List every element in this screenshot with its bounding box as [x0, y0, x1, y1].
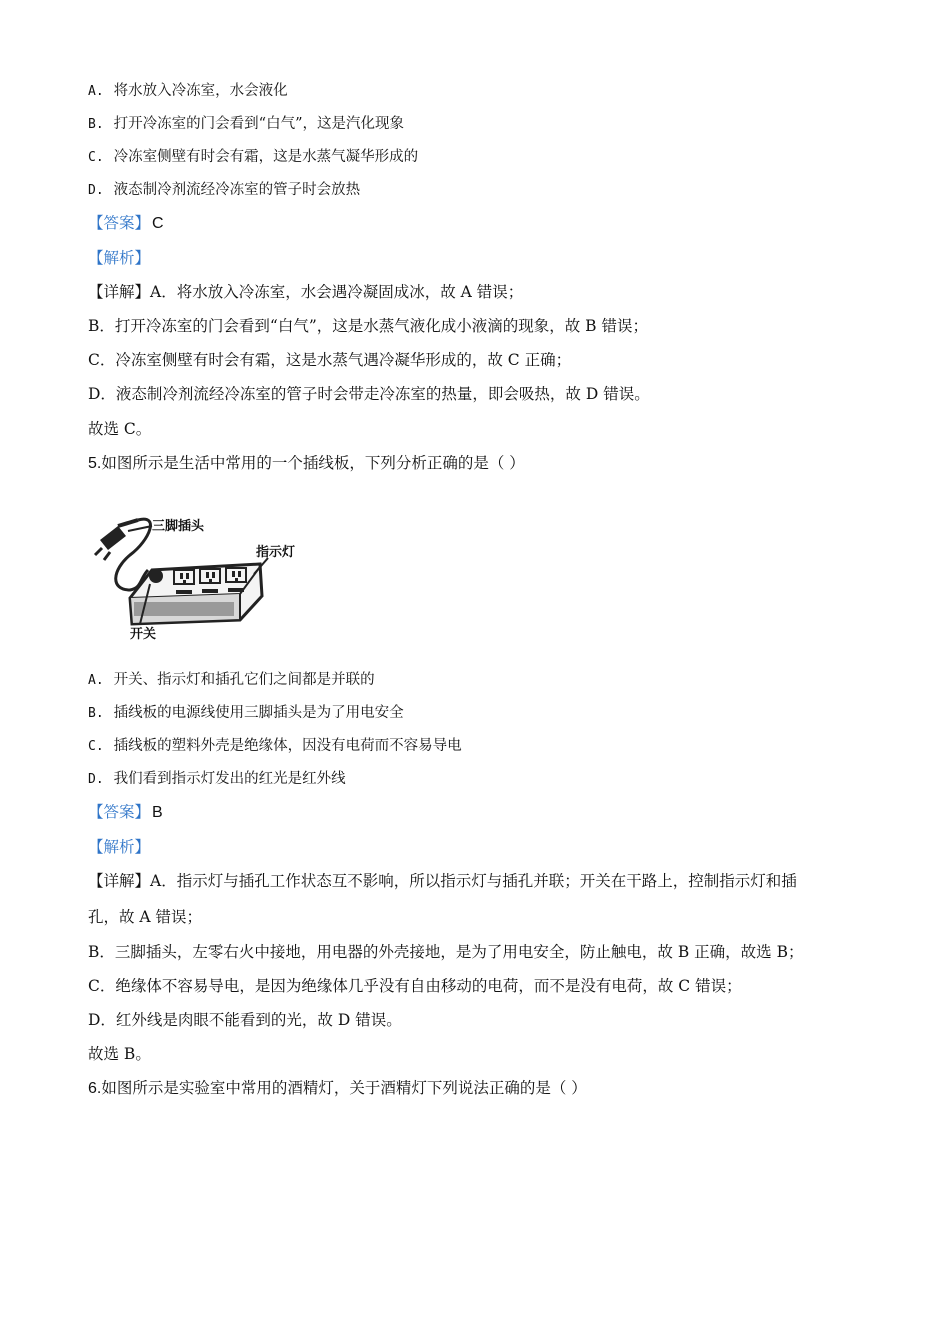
- option-letter: B.: [88, 117, 104, 132]
- analysis-tag: 【解析】: [88, 249, 151, 267]
- indicator-label: 指示灯: [256, 545, 296, 560]
- q5-analysis: [88, 836, 150, 858]
- q5-option-d: [88, 768, 346, 791]
- q4-detail-line-4: D．液态制冷剂流经冷冻室的管子时会带走冷冻室的热量，即会吸热，故 D 错误。: [88, 385, 650, 403]
- switch-button: [149, 569, 163, 583]
- q5-answer: [88, 801, 163, 824]
- option-letter: A.: [88, 673, 104, 688]
- q5-detail-line-1: [88, 870, 797, 892]
- q5-detail-line-4: C．绝缘体不容易导电，是因为绝缘体几乎没有自由移动的电荷，而不是没有电荷，故 C 错误；: [88, 977, 742, 995]
- option-text: 打开冷冻室的门会看到“白气”，这是汽化现象: [113, 116, 404, 132]
- q4-option-b: [88, 113, 404, 136]
- q5-option-c: [88, 735, 462, 758]
- q5-detail-line-5: D．红外线是肉眼不能看到的光，故 D 错误。: [88, 1011, 402, 1029]
- detail-tag: 【详解】: [88, 872, 151, 890]
- q5-detail-line-3: B．三脚插头，左零右火中接地，用电器的外壳接地，是为了用电安全，防止触电，故 B 正确，故选 B；: [88, 943, 804, 961]
- option-text: 液态制冷剂流经冷冻室的管子时会放热: [113, 182, 361, 198]
- q4-option-d: [88, 179, 360, 202]
- q6-stem: [88, 1077, 587, 1100]
- power-strip-illustration: [90, 500, 310, 648]
- option-letter: C.: [88, 739, 104, 754]
- option-text: 冷冻室侧壁有时会有霜，这是水蒸气凝华形成的: [113, 149, 419, 165]
- question-number: 5.: [88, 455, 102, 472]
- detail-text: A．指示灯与插孔工作状态互不影响，所以指示灯与插孔并联；开关在干路上，控制指示灯和插: [150, 872, 797, 890]
- switch-label: 开关: [130, 627, 157, 642]
- q4-answer: [88, 212, 164, 235]
- q5-conclusion: 故选 B。: [88, 1045, 151, 1063]
- option-text: 插线板的塑料外壳是绝缘体，因没有电荷而不容易导电: [113, 738, 462, 754]
- option-letter: A.: [88, 84, 104, 99]
- q5-stem: [88, 452, 525, 475]
- analysis-tag: 【解析】: [88, 838, 151, 856]
- option-letter: D.: [88, 772, 104, 787]
- q4-detail-line-1: [88, 281, 523, 303]
- question-stem: 如图所示是实验室中常用的酒精灯，关于酒精灯下列说法正确的是（ ）: [101, 1079, 587, 1097]
- power-strip-figure: [90, 500, 310, 648]
- question-stem: 如图所示是生活中常用的一个插线板，下列分析正确的是（ ）: [101, 454, 525, 472]
- q5-option-b: [88, 702, 404, 725]
- option-letter: B.: [88, 706, 104, 721]
- option-letter: C.: [88, 150, 104, 165]
- option-letter: D.: [88, 183, 104, 198]
- q4-detail-line-3: C．冷冻室侧壁有时会有霜，这是水蒸气遇冷凝华形成的，故 C 正确；: [88, 351, 572, 369]
- option-text: 插线板的电源线使用三脚插头是为了用电安全: [113, 705, 404, 721]
- answer-value: B: [152, 804, 163, 821]
- answer-value: C: [152, 215, 164, 232]
- q4-conclusion: 故选 C。: [88, 420, 152, 438]
- detail-text: A．将水放入冷冻室，水会遇冷凝固成冰，故 A 错误；: [150, 283, 524, 301]
- question-number: 6.: [88, 1080, 102, 1097]
- option-text: 我们看到指示灯发出的红光是红外线: [113, 771, 346, 787]
- answer-tag: 【答案】: [88, 803, 151, 821]
- plug-label: 三脚插头: [152, 519, 205, 534]
- q4-analysis: [88, 247, 150, 269]
- option-text: 开关、指示灯和插孔它们之间都是并联的: [113, 672, 375, 688]
- q4-option-a: [88, 80, 288, 103]
- q4-option-c: [88, 146, 418, 169]
- q5-option-a: [88, 669, 375, 692]
- answer-tag: 【答案】: [88, 214, 151, 232]
- q5-detail-line-2: 孔，故 A 错误；: [88, 908, 203, 926]
- detail-tag: 【详解】: [88, 283, 151, 301]
- option-text: 将水放入冷冻室，水会液化: [113, 83, 288, 99]
- q4-detail-line-2: B．打开冷冻室的门会看到“白气”，这是水蒸气液化成小液滴的现象，故 B 错误；: [88, 317, 648, 335]
